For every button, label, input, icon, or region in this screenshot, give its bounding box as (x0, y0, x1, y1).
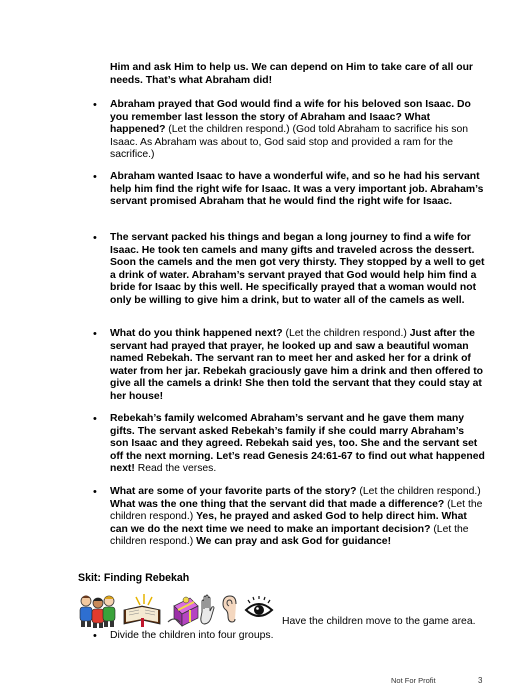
paragraph-text: We can pray and ask God for guidance! (196, 536, 392, 548)
paragraph-abraham-prayed (93, 99, 485, 162)
paragraph-text: Abraham wanted Isaac to have a wonderful wife, and so he had his servant help him find the right wife for Isaac. It was a very important job. Abraham’s servant promised Abraham that he would find the right wife for Isaac. (110, 171, 484, 208)
paragraph-text: (Let the children respond.) (356, 486, 481, 497)
bullet-marker: • (93, 328, 97, 340)
paragraph-servant-journey (93, 232, 485, 308)
paragraph-divide-groups (93, 630, 274, 642)
skit-heading: Skit: Finding Rebekah (78, 572, 190, 584)
raised-hand-icon (196, 592, 218, 628)
footer-not-for-profit: Not For Profit (391, 676, 436, 685)
bullet-marker: • (93, 171, 97, 183)
bullet-marker: • (93, 99, 97, 111)
paragraph-text: The servant packed his things and began a long journey to find a wife for Isaac. He took ten camels and many gifts and traveled across the dessert. Soon the camels and the men got very thirsty. They stopped by a well to get a drink of water. Abraham’s servant prayed that God would help him find a bride for Isaac by this well. He specifically prayed that a woman would not only be willing to give him a drink, but to water all of the camels as well. (110, 232, 485, 306)
children-group-icon (78, 592, 116, 628)
paragraph-text: Rebekah’s family welcomed Abraham’s servant and he gave them many gifts. The servant asked Rebekah’s family if she could marry Abraham’s son Isaac and they agreed. Rebekah said yes, too. She and the servant set off the next morning. Let’s read Genesis 24:61-67 to find out what happened next! (110, 413, 485, 475)
activity-icons-row (78, 592, 278, 628)
paragraph-text: Just after the servant had prayed that prayer, he looked up and saw a beautiful woman named Rebekah. The servant ran to meet her and asked her for a drink of water from her jar. Rebekah graciously gave him a drink and then offered to give all the camels a drink! She then told the servant that they could stay at her house! (110, 328, 484, 402)
paragraph-text: (Let the children respond.) (110, 498, 483, 523)
bullet-marker: • (93, 486, 97, 498)
gift-box-icon (166, 592, 200, 628)
paragraph-family-welcomed (93, 413, 485, 476)
bullet-marker: • (93, 630, 97, 642)
eye-icon (244, 592, 274, 628)
paragraph-text: (Let the children respond.) (God told Abraham to sacrifice his son Isaac. As Abraham was about to, God said stop and provided a ram for the sacrifice.) (110, 124, 469, 161)
bullet-marker: • (93, 413, 97, 425)
paragraph-text: (Let the children respond.) (282, 328, 410, 339)
paragraph-what-happened-next (93, 328, 485, 404)
paragraph-wonderful-wife (93, 171, 485, 209)
ear-icon (220, 592, 242, 628)
paragraph-text: What was the one thing that the servant did that made a difference? (110, 498, 445, 510)
open-bible-icon (120, 592, 164, 628)
paragraph-intro (110, 62, 485, 87)
paragraph-text: What do you think happened next? (110, 328, 283, 339)
paragraph-favorite-parts (93, 486, 485, 549)
paragraph-text: (Let the children respond.) (110, 523, 469, 548)
game-area-instruction: Have the children move to the game area. (282, 616, 476, 627)
paragraph-text: Him and ask Him to help us. We can depend on Him to take care of all our needs. That’s what Abraham did! (110, 62, 473, 86)
paragraph-text: Read the verses. (134, 463, 217, 475)
paragraph-text: Divide the children into four groups. (110, 630, 274, 641)
paragraph-text: Abraham prayed that God would find a wife for his beloved son Isaac. Do you remember last lesson the story of Abraham and Isaac? What happened? (110, 99, 471, 136)
paragraph-text: What are some of your favorite parts of the story? (110, 486, 357, 497)
paragraph-text: Yes, he prayed and asked God to help direct him. What can we do the next time we need to make an important decision? (110, 511, 467, 535)
bullet-marker: • (93, 232, 97, 244)
page-number: 3 (478, 676, 483, 685)
